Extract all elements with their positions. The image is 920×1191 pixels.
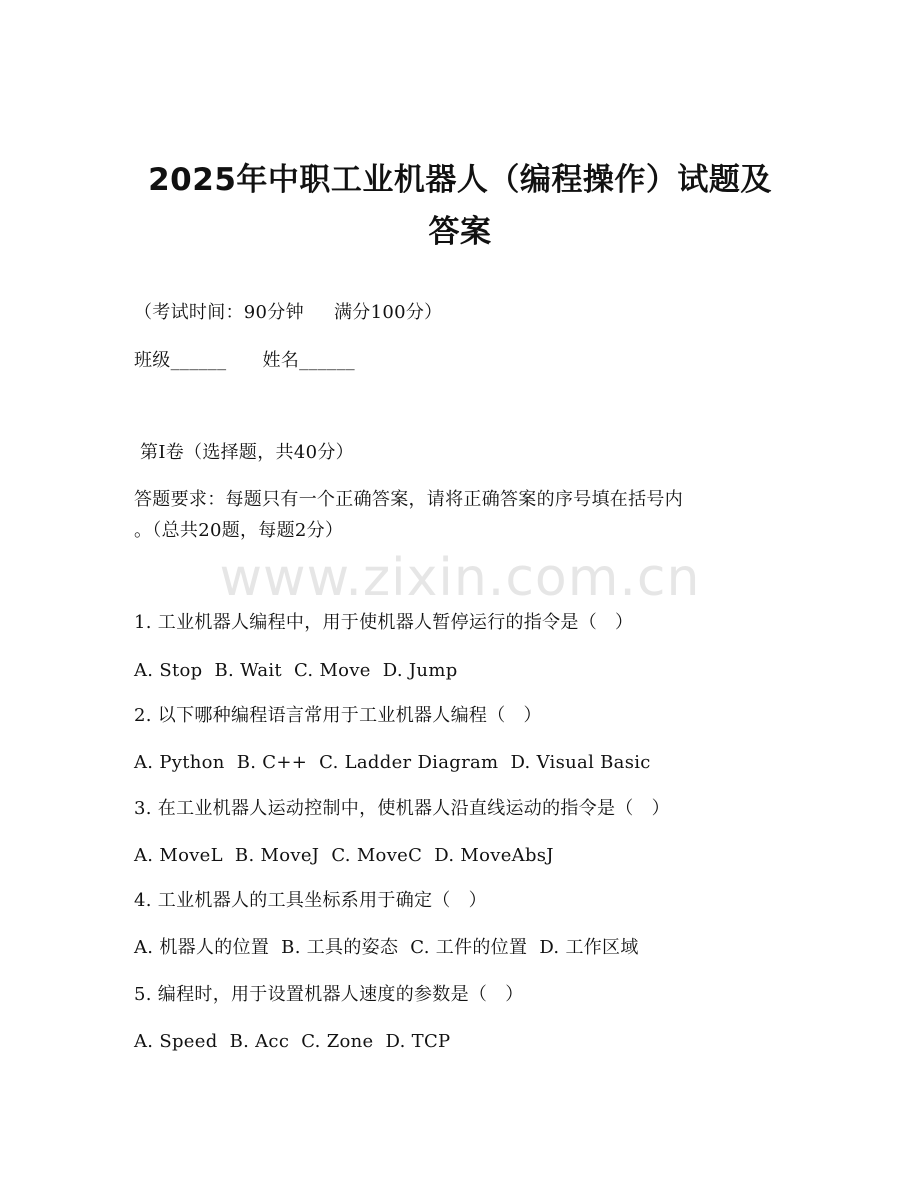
title-line-2: 答案: [428, 214, 492, 250]
question-options: A. Python B. C++ C. Ladder Diagram D. Visual Basic: [134, 752, 651, 773]
question-stem: 2. 以下哪种编程语言常用于工业机器人编程（ ）: [134, 705, 542, 726]
question-stem: 3. 在工业机器人运动控制中，使机器人沿直线运动的指令是（ ）: [134, 798, 670, 819]
question-options: A. MoveL B. MoveJ C. MoveC D. MoveAbsJ: [134, 845, 554, 866]
exam-info: （考试时间：90分钟 满分100分）: [134, 302, 443, 323]
question-stem: 4. 工业机器人的工具坐标系用于确定（ ）: [134, 890, 487, 911]
question-options: A. Speed B. Acc C. Zone D. TCP: [134, 1031, 451, 1052]
instructions-line-2: 。（总共20题，每题2分）: [134, 520, 344, 541]
question-stem: 1. 工业机器人编程中，用于使机器人暂停运行的指令是（ ）: [134, 612, 634, 633]
question-options: A. Stop B. Wait C. Move D. Jump: [134, 660, 458, 681]
class-name-line: 班级______ 姓名______: [134, 350, 355, 371]
question-options: A. 机器人的位置 B. 工具的姿态 C. 工件的位置 D. 工作区域: [134, 937, 639, 958]
instructions-line-1: 答题要求：每题只有一个正确答案，请将正确答案的序号填在括号内: [134, 489, 683, 510]
title-line-1: 2025年中职工业机器人（编程操作）试题及: [148, 162, 772, 198]
watermark: www.zixin.com.cn: [219, 548, 701, 608]
section-title: 第I卷（选择题，共40分）: [134, 442, 354, 463]
question-stem: 5. 编程时，用于设置机器人速度的参数是（ ）: [134, 984, 524, 1005]
document-title: [120, 154, 800, 258]
